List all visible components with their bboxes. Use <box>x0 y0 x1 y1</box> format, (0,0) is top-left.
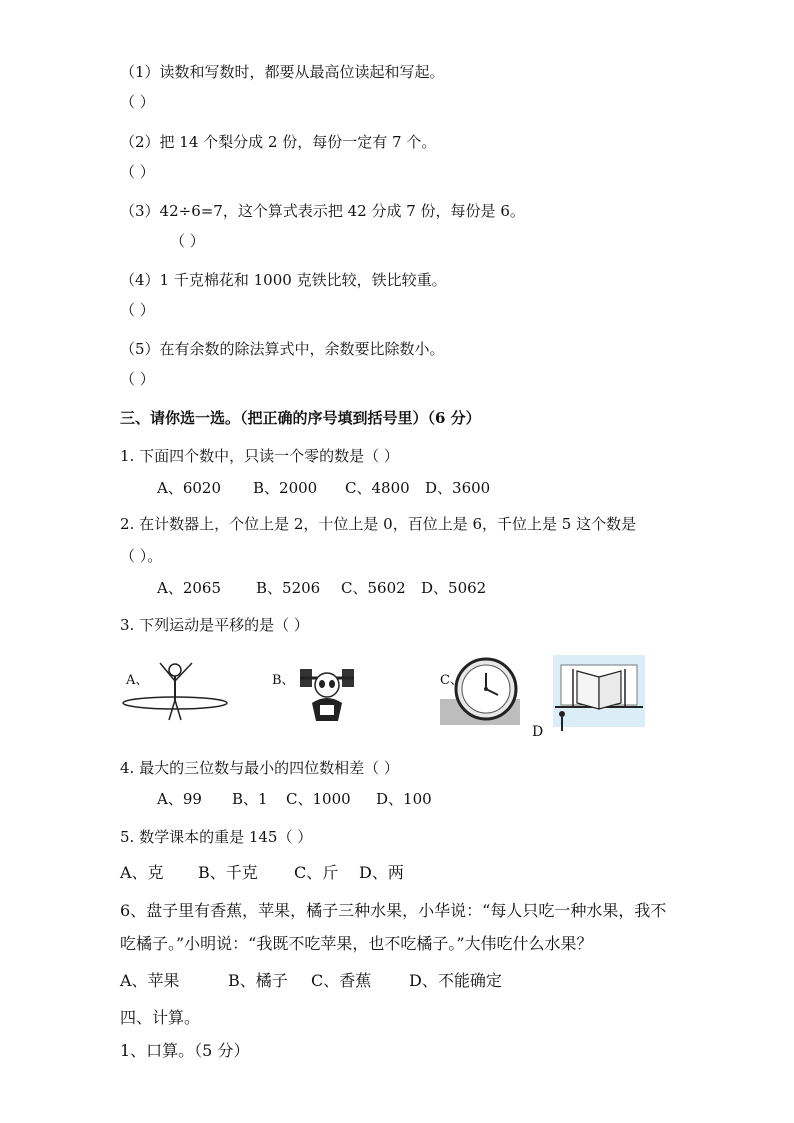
q4-option-a[interactable]: A、99 <box>157 790 202 808</box>
choice-question-6-line-2: 吃橘子。”小明说：“我既不吃苹果，也不吃橘子。”大伟吃什么水果？ <box>120 934 593 953</box>
q6-option-a[interactable]: A、苹果 <box>120 971 180 990</box>
q1-option-b[interactable]: B、2000 <box>253 479 318 497</box>
section-3-title: 三、请你选一选。（把正确的序号填到括号里）（6 分） <box>120 409 481 427</box>
q2-option-d[interactable]: D、5062 <box>421 579 487 597</box>
judge-question-3: （3）42÷6=7，这个算式表示把 42 分成 7 份，每份是 6。 <box>120 202 525 220</box>
section-4-title: 四、计算。 <box>120 1008 201 1027</box>
q5-option-b[interactable]: B、千克 <box>198 863 258 882</box>
judge-question-2: （2）把 14 个梨分成 2 份，每份一定有 7 个。 <box>120 133 437 151</box>
choice-question-3: 3. 下列运动是平移的是（ ） <box>120 616 309 634</box>
q3-picture-a-label: A、 <box>126 673 149 688</box>
q2-option-a[interactable]: A、2065 <box>157 579 222 597</box>
revolving-door-icon <box>553 655 645 735</box>
judge-answer-blank-5[interactable]: （ ） <box>120 370 155 388</box>
hula-hoop-girl-icon <box>120 655 230 725</box>
q5-option-c[interactable]: C、斤 <box>294 863 339 882</box>
q4-option-d[interactable]: D、100 <box>376 790 432 808</box>
q1-option-a[interactable]: A、6020 <box>157 479 222 497</box>
judge-answer-blank-1[interactable]: （ ） <box>120 93 155 111</box>
q2-option-c[interactable]: C、5602 <box>341 579 406 597</box>
q6-option-b[interactable]: B、橘子 <box>228 971 288 990</box>
judge-question-5: （5）在有余数的除法算式中，余数要比除数小。 <box>120 340 445 358</box>
q4-option-c[interactable]: C、1000 <box>286 790 351 808</box>
q3-picture-c-label: C、 <box>440 673 463 688</box>
alarm-clock-icon <box>440 655 520 727</box>
judge-question-1: （1）读数和写数时，都要从最高位读起和写起。 <box>120 63 445 81</box>
weightlifting-panda-icon <box>272 655 382 725</box>
choice-question-2-blank[interactable]: （ ）。 <box>120 547 163 565</box>
q1-option-d[interactable]: D、3600 <box>425 479 491 497</box>
q5-option-a[interactable]: A、克 <box>120 863 164 882</box>
q3-picture-b-label: B、 <box>272 673 295 688</box>
q3-picture-d[interactable] <box>553 655 645 735</box>
q3-picture-c[interactable] <box>440 655 520 727</box>
judge-answer-blank-4[interactable]: （ ） <box>120 301 155 319</box>
q4-option-b[interactable]: B、1 <box>232 790 268 808</box>
q3-picture-b[interactable] <box>272 655 382 725</box>
q5-option-d[interactable]: D、两 <box>359 863 404 882</box>
q2-option-b[interactable]: B、5206 <box>256 579 321 597</box>
judge-answer-blank-2[interactable]: （ ） <box>120 163 155 181</box>
choice-question-6-line-1: 6、盘子里有香蕉，苹果，橘子三种水果，小华说：“每人只吃一种水果，我不 <box>120 901 667 920</box>
q1-option-c[interactable]: C、4800 <box>345 479 410 497</box>
q6-option-d[interactable]: D、不能确定 <box>409 971 502 990</box>
q6-option-c[interactable]: C、香蕉 <box>311 971 372 990</box>
q3-picture-d-label: D <box>532 724 544 740</box>
choice-question-2: 2. 在计数器上，个位上是 2，十位上是 0，百位上是 6，千位上是 5 这个数是 <box>120 515 637 533</box>
q3-picture-a[interactable] <box>120 655 230 725</box>
section-4-sub-1: 1、口算。（5 分） <box>120 1041 250 1060</box>
choice-question-4: 4. 最大的三位数与最小的四位数相差（ ） <box>120 759 399 777</box>
judge-answer-blank-3[interactable]: （ ） <box>170 232 205 250</box>
choice-question-5: 5. 数学课本的重是 145（ ） <box>120 828 313 846</box>
choice-question-1: 1. 下面四个数中，只读一个零的数是（ ） <box>120 447 399 465</box>
judge-question-4: （4）1 千克棉花和 1000 克铁比较，铁比较重。 <box>120 271 447 289</box>
